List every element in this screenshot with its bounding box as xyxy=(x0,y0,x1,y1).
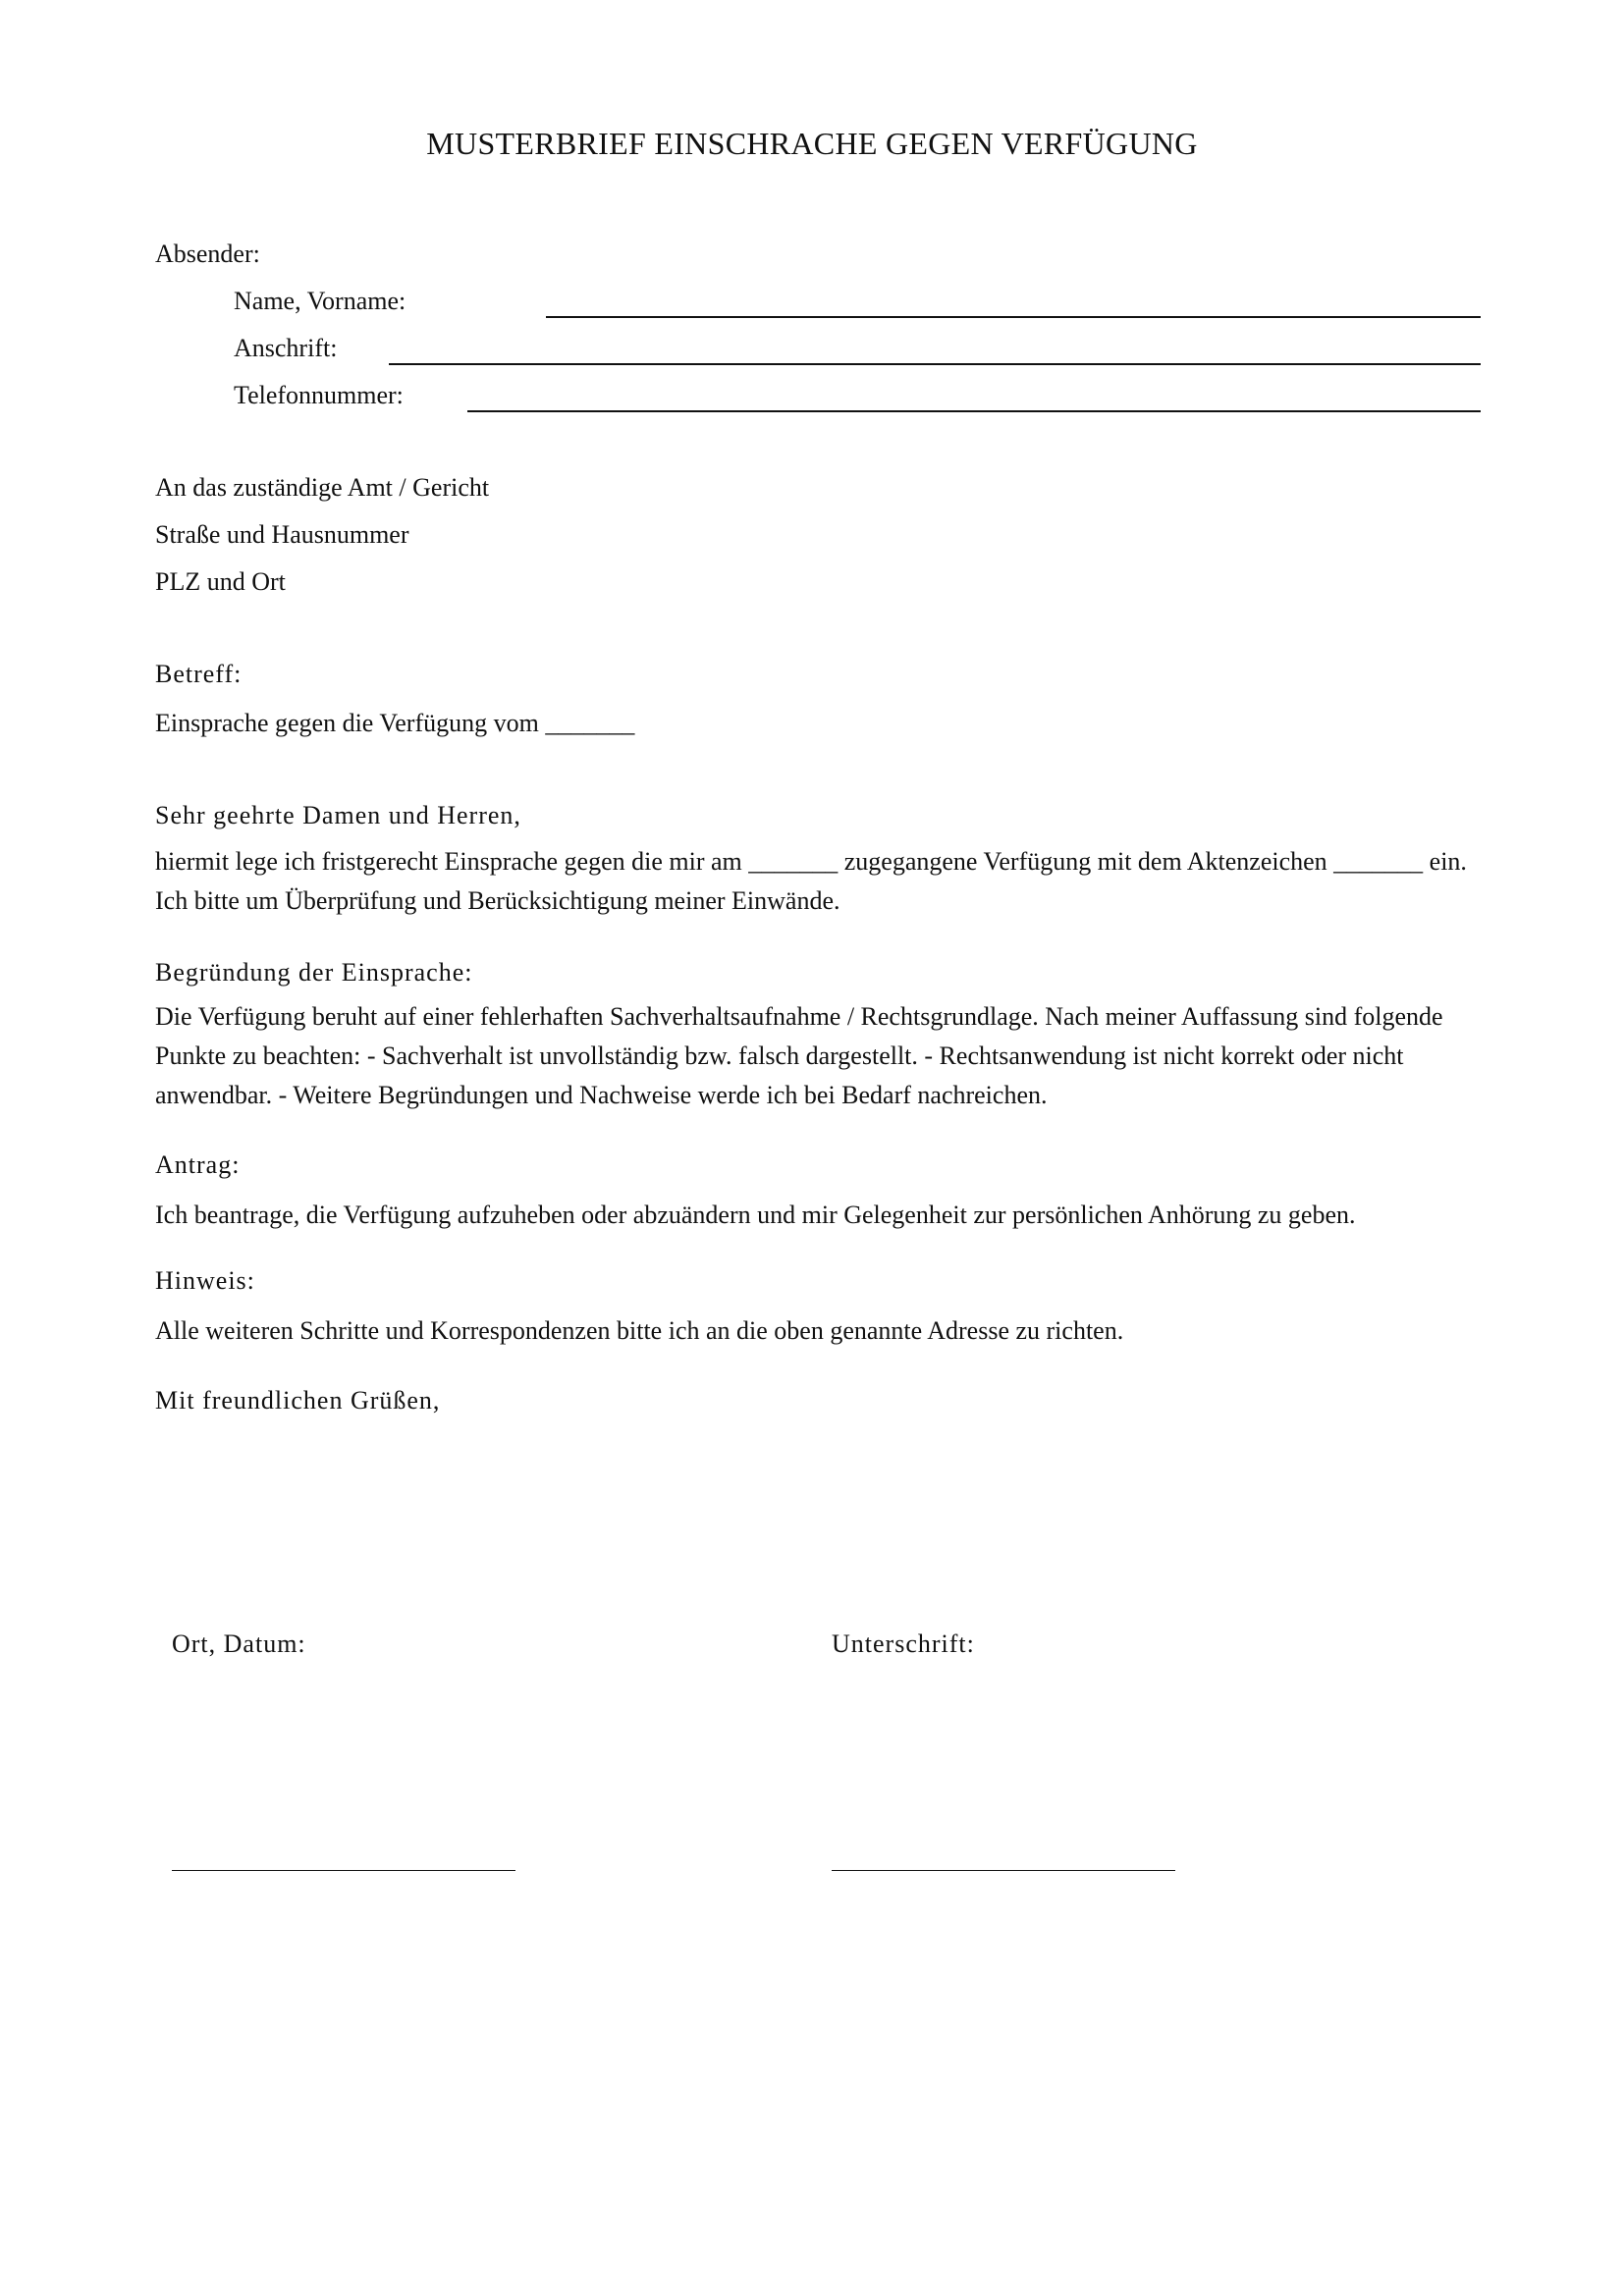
subject-heading: Betreff: xyxy=(155,660,243,688)
place-date-label: Ort, Datum: xyxy=(172,1629,306,1658)
phone-label: Telefonnummer: xyxy=(234,381,404,409)
note-heading: Hinweis: xyxy=(155,1266,255,1295)
recipient-line-1: An das zuständige Amt / Gericht xyxy=(155,473,490,502)
address-label: Anschrift: xyxy=(234,334,338,362)
subject-text: Einsprache gegen die Verfügung vom _______ xyxy=(155,709,635,737)
document-title: MUSTERBRIEF EINSCHRACHE GEGEN VERFÜGUNG xyxy=(426,126,1198,161)
reasons-heading: Begründung der Einsprache: xyxy=(155,958,473,987)
signature-label: Unterschrift: xyxy=(832,1629,975,1658)
phone-field-line[interactable] xyxy=(467,410,1481,412)
closing: Mit freundlichen Grüßen, xyxy=(155,1386,441,1415)
recipient-line-2: Straße und Hausnummer xyxy=(155,520,409,549)
name-label: Name, Vorname: xyxy=(234,287,406,315)
sender-heading: Absender: xyxy=(155,240,260,268)
request-paragraph: Ich beantrage, die Verfügung aufzuheben oder abzuändern und mir Gelegenheit zur persönlichen Anhörung zu geben. xyxy=(155,1201,1356,1229)
signature-line[interactable] xyxy=(832,1870,1175,1871)
salutation: Sehr geehrte Damen und Herren, xyxy=(155,801,521,829)
place-date-line[interactable] xyxy=(172,1870,515,1871)
recipient-line-3: PLZ und Ort xyxy=(155,567,286,596)
note-paragraph: Alle weiteren Schritte und Korrespondenzen bitte ich an die oben genannte Adresse zu richten. xyxy=(155,1316,1124,1345)
address-field-line[interactable] xyxy=(389,363,1481,365)
reasons-paragraph: Die Verfügung beruht auf einer fehlerhaften Sachverhaltsaufnahme / Rechtsgrundlage. Nach meiner Auffassung sind folgende Punkte zu beachten: - Sachverhalt ist unvollständig bzw. falsch dargestellt. - Rechtsanwendung ist nicht korrekt oder nicht anwendbar. - Weitere Begründungen und Nachweise werde ich bei Bedarf nachreichen. xyxy=(155,1002,1443,1109)
name-field-line[interactable] xyxy=(546,316,1481,318)
request-heading: Antrag: xyxy=(155,1150,241,1179)
intro-paragraph: hiermit lege ich fristgerecht Einsprache gegen die mir am _______ zugegangene Verfügung mit dem Aktenzeichen _______ ein. Ich bitte um Überprüfung und Berücksichtigung meiner Einwände. xyxy=(155,847,1467,915)
